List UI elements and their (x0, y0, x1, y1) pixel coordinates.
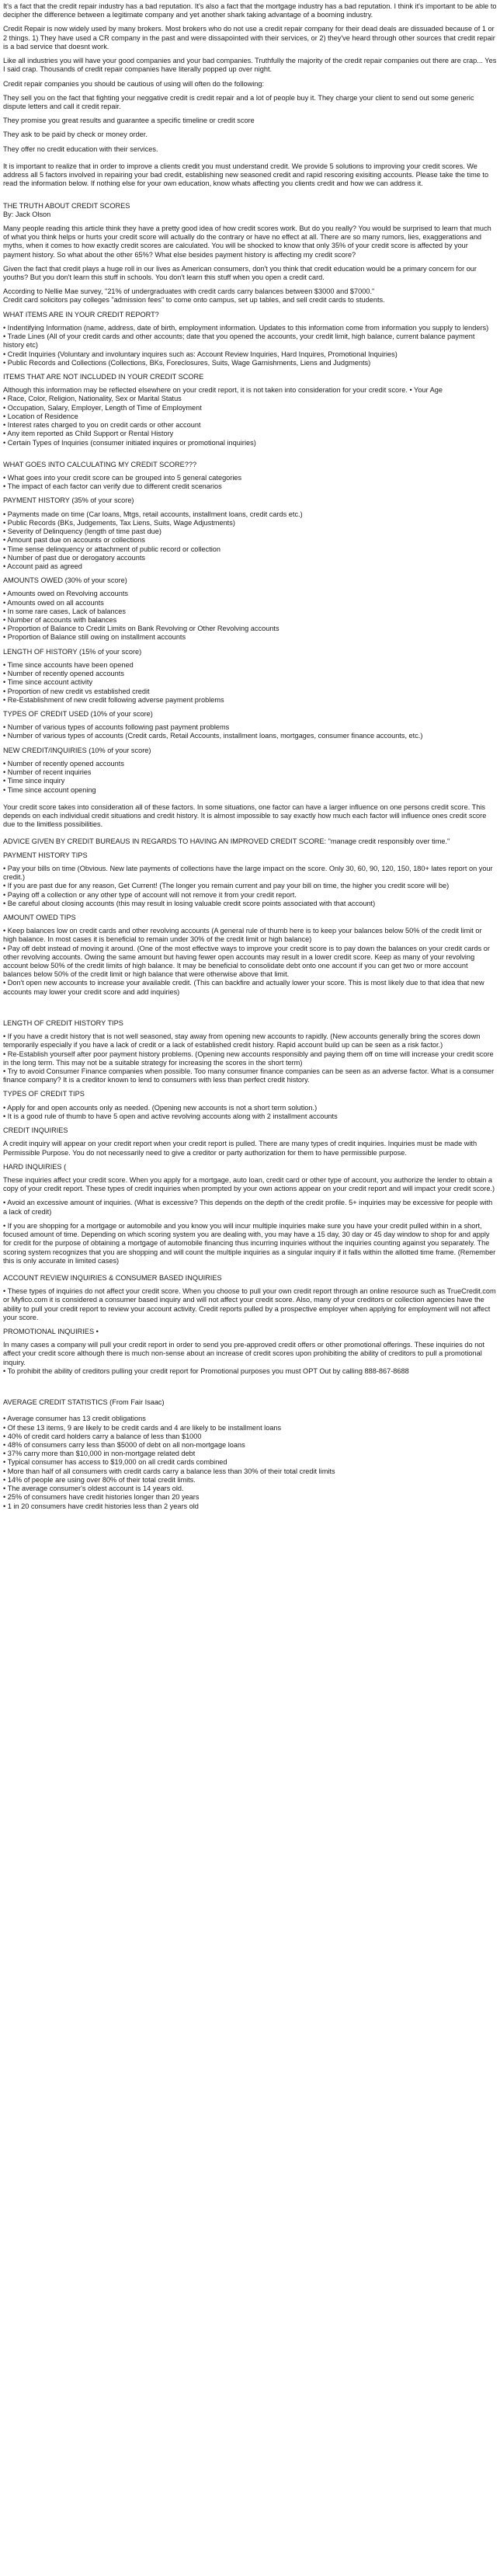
section-heading: LENGTH OF HISTORY (15% of your score) (3, 647, 142, 656)
list-item: • In some rare cases, Lack of balances (3, 607, 126, 615)
section-subheading: PAYMENT HISTORY TIPS (3, 851, 88, 859)
list-item: • Any item reported as Child Support or Rental History (3, 430, 174, 438)
list-item: • Apply for and open accounts only as needed. (Opening new accounts is not a short term solution.) (3, 1103, 318, 1112)
list-item: • Race, Color, Religion, Nationality, Sex or Marital Status (3, 395, 182, 403)
intro-paragraph: They promise you great results and guarantee a specific timeline or credit score (3, 117, 255, 125)
list-item: • Credit Inquiries (Voluntary and involuntary inquires such as: Account Review Inquiries, Hard Inquires, Promotional Inquiries) (3, 350, 398, 358)
list-item: • Public Records (BKs, Judgements, Tax Liens, Suits, Wage Adjustments) (3, 518, 235, 527)
credit-inquiries-section (3, 1126, 497, 1157)
list-item: • Paying off a collection or any other type of account will not remove it from your credit report. (3, 890, 297, 899)
list-item: • If you have a credit history that is not well seasoned, stay away from opening new accounts to rapidly. (New accounts generally bring the scores down temporarily especially if you have a lack of credit or a lack of established credit history. Rapid account build up can be seen as a risk factor.) (3, 1032, 481, 1050)
section-text: • These types of inquiries do not affect your credit score. When you choose to pull your own credit report through an online resource such as TrueCredit.com or Myfico.com it is considered a consumer based inquiry and will not affect your credit score. Also, many of your creditors or collection agencies have the ability to pull your credit report to review your account activity. Credit reports pulled by a prospective employer when applying for employment will not affect your score. (3, 1287, 496, 1321)
section-heading: PROMOTIONAL INQUIRIES • (3, 1328, 99, 1336)
list-item: • Amount past due on accounts or collections (3, 536, 145, 545)
list-item: • Amounts owed on all accounts (3, 598, 104, 607)
length-tips-section (3, 1019, 497, 1085)
section-text: In many cases a company will pull your credit report in order to send you pre-approved credit offers or other promotional offerings. These inquiries do not affect your credit score although there is much non-sense about an increase of credit scores upon prohibiting the ability of creditors to pull a promotional inquiry. (3, 1341, 484, 1366)
section-heading: CREDIT INQUIRIES (3, 1126, 68, 1135)
article-quote: According to Nellie Mae survey, "21% of undergraduates with credit cards carry balances between $3000 and $7000." (3, 287, 375, 296)
list-item: • Re-Establish yourself after poor payment history problems. (Opening new accounts responsibly and paying them off on time will increase your credit score in the long term. This may not be a suitable strategy for increasing the scores in the short term) (3, 1050, 494, 1067)
list-item: • Number of various types of accounts (Credit cards, Retail Accounts, installment loans, mortgages, consumer finance accounts, etc.) (3, 732, 423, 740)
list-item: • Indentifying Information (name, address, date of birth, employment information. Updates to this information come from information you supply to lenders) (3, 323, 489, 332)
list-item: • Account paid as agreed (3, 562, 82, 570)
list-item: • Proportion of Balance to Credit Limits on Bank Revolving or Other Revolving accounts (3, 625, 280, 633)
list-item: • Interest rates charged to you on credit cards or other account (3, 421, 201, 430)
list-item: • Pay your bills on time (Obvious. New late payments of collections have the large impact on the score. Only 30, 60, 90, 120, 150, 180+ lates report on your credit.) (3, 864, 493, 882)
list-item: • The impact of each factor can verify due to different credit scenarios (3, 482, 222, 491)
payment-history-section (3, 496, 497, 571)
list-item: • Time since accounts have been opened (3, 660, 134, 669)
section-heading: ADVICE GIVEN BY CREDIT BUREAUS IN REGARDS TO HAVING AN IMPROVED CREDIT SCORE: "manage credit responsibly over time." (3, 837, 450, 846)
list-item: • Typical consumer has access to $19,000 on all credit cards combined (3, 1458, 227, 1467)
list-item: • Location of Residence (3, 412, 78, 420)
list-item: • 40% of credit card holders carry a balance of less than $1000 (3, 1432, 202, 1440)
summary-paragraph: Your credit score takes into consideration all of these factors. In some situations, one factor can have a larger influence on one persons credit score. This depends on each individual credit situations and credit history. It is almost impossible to say exactly how much each factor will influence ones credit score due to the limitless possibilities. (3, 802, 487, 829)
intro-paragraph: It's a fact that the credit repair industry has a bad reputation. It's also a fact that the mortgage industry has a bad reputation. I think it's important to be able to decipher the difference between a legitimate company and yet another shark taking advantage of a booming industry. (3, 2, 497, 19)
article-byline: By: Jack Olson (3, 210, 51, 218)
intro-paragraph: Credit Repair is now widely used by many brokers. Most brokers who do not use a credit repair company for their dead deals are dissuaded because of 1 or 2 things. 1) They have used a CR company in the past and were dissapointed with their services, or 2) they've heard through other sources that credit repair is a bad service that doesnt work. (3, 25, 495, 50)
intro-paragraph: They sell you on the fact that fighting your neggative credit is credit repair and a lot of people buy it. They charge your client to send out some generic dispute letters and call it credit repair. (3, 93, 474, 110)
list-item: • Try to avoid Consumer Finance companies when possible. Too many consumer finance companies can be seen as an adverse factor. What is a consumer finance company? It is a creditor known to lend to consumers with less than perfect credit history. (3, 1067, 495, 1084)
types-credit-section (3, 710, 497, 741)
section-heading: HARD INQUIRIES ( (3, 1162, 67, 1171)
intro-paragraph: It is important to realize that in order to improve a clients credit you must understand credit. We provide 5 solutions to improving your credit scores. We address all 5 factors involved in repairing your bad credit, establishing new seasoned credit and rapid rescoring exisiting accounts. Please take the time to read the information below. If nothing else for your own education, know whats affecting you clients credit and how we can address it. (3, 162, 489, 188)
list-item: • Payments made on time (Car loans, Mtgs, retail accounts, installment loans, credit cards etc.) (3, 510, 303, 518)
list-item: • Keep balances low on credit cards and other revolving accounts (A general rule of thumb here is to keep your balances below 50% of the credit limit or high balance. In most cases it is beneficial to remain under 30% of the credit limit or high balance) (3, 927, 482, 944)
promotional-section (3, 1328, 497, 1376)
section-heading: AMOUNTS OWED (30% of your score) (3, 576, 127, 585)
article-section (3, 202, 497, 305)
list-item: • If you are past due for any reason, Get Current! (The longer you remain current and pay your bill on time, the higher you credit score will be) (3, 882, 450, 890)
list-item: • 1 in 20 consumers have credit histories less than 2 years old (3, 1502, 199, 1510)
article-paragraph: Many people reading this article think they have a pretty good idea of how credit scores work. But do you really? You would be surprised to learn that much of what you think helps or hurts your credit score will actually do the contrary or have no effect at all. There are so many rumors, lies, exaggerations and myths, when it comes to how exactly credit scores are calculated. You will be shocked to know that only 35% of your credit score is affected by your payment history. So what about the other 65%? What else besides payment history is affecting my credit score? (3, 224, 491, 259)
list-item: • More than half of all consumers with credit cards carry a balance less than 30% of their total credit limits (3, 1467, 335, 1475)
list-item: • Pay off debt instead of moving it around. (One of the most effective ways to improve your credit score is to pay down the balances on your credit cards or other revolving accounts. Owing the same amount but having fewer open accounts may result in a lower credit score. Keep as many of your revolving account below 50% of the credit limits of high balance. It may be beneficial to consolidate debt onto one account if you can get two or more account balances below 50% of the credit limit or high balance that were otherwise above that limit. (3, 944, 490, 979)
section-heading: AVERAGE CREDIT STATISTICS (From Fair Isaac) (3, 1398, 165, 1407)
length-history-section (3, 648, 497, 705)
list-item: • Average consumer has 13 credit obligations (3, 1415, 146, 1423)
section-intro: Although this information may be reflected elsewhere on your credit report, it is not taken into consideration for your credit score. • Your Age (3, 386, 443, 395)
list-item: • It is a good rule of thumb to have 5 open and active revolving accounts along with 2 installment accounts (3, 1112, 338, 1120)
list-item: • If you are shopping for a mortgage or automobile and you know you will incur multiple inquiries make sure you have your credit pulled within in a short, focused amount of time. Depending on which scoring system you are dealing with, you may have a 15 day, 30 day or 45 day window to shop for and apply for credit for the purpose of obtaining a mortgage of automobile financing thus incurring inquiries without the inquiries counting against you separately. The scoring system recognizes that you are shopping and will count the multiple inquiries as a singular inquiry if it falls within the allotted time frame. (Remember this is only accurate in limited cases) (3, 1221, 496, 1265)
list-item: • Time since inquiry (3, 777, 65, 785)
list-item: • Time sense delinquency or attachment of public record or collection (3, 545, 221, 553)
list-item: • 14% of people are using over 80% of their total credit limits. (3, 1475, 196, 1484)
calculating-section (3, 461, 497, 492)
amounts-owed-section (3, 576, 497, 642)
section-heading: LENGTH OF CREDIT HISTORY TIPS (3, 1018, 123, 1027)
list-item: • Number of recent inquiries (3, 768, 92, 777)
list-item: • Number of past due or derogatory accounts (3, 553, 145, 562)
list-item: • The average consumer's oldest account is 14 years old. (3, 1485, 184, 1493)
list-item: • Number of accounts with balances (3, 616, 117, 625)
section-heading: TYPES OF CREDIT USED (10% of your score) (3, 710, 153, 718)
new-credit-section (3, 747, 497, 795)
list-item: • Public Records and Collections (Collections, BKs, Foreclosures, Suits, Wage Garnishments, Liens and Judgments) (3, 358, 371, 367)
intro-paragraph: Like all industries you will have your good companies and your bad companies. Truthfully the majority of the credit repair companies out there are crap... Yes I said crap. Thousands of credit repair companies have literally popped up over night. (3, 57, 497, 74)
section-text: These inquiries affect your credit score. When you apply for a mortgage, auto loan, credit card or other type of account, you authorize the lender to obtain a copy of your credit report. These types of credit inquiries when prompted by your own actions appear on your credit report and will impact your credit score.) (3, 1175, 495, 1193)
list-item: • 48% of consumers carry less than $5000 of debt on all non-mortgage loans (3, 1441, 245, 1449)
list-item: • Number of various types of accounts following past payment problems (3, 723, 230, 732)
list-item: • Trade Lines (All of your credit cards and other accounts; date that you opened the accounts, your credit limit, high balance, current balance payment history etc) (3, 332, 475, 350)
section-heading: WHAT GOES INTO CALCULATING MY CREDIT SCORE??? (3, 460, 197, 468)
list-item: • Proportion of new credit vs established credit (3, 687, 150, 695)
list-item: • 37% carry more than $10,000 in non-mortgage related debt (3, 1450, 196, 1458)
list-item: • Avoid an excessive amount of inquiries. (What is excessive? This depends on the depth of the credit profile. 5+ inquiries may be excessive for people with a lack of credit) (3, 1199, 493, 1216)
article-paragraph: Given the fact that credit plays a huge roll in our lives as American consumers, don't you think that credit education would be a primary concern for our youths? But you don't learn this stuff in schools. You don't learn this stuff when you open a credit card. (3, 264, 477, 282)
list-item: • Don't open new accounts to increase your available credit. (This can backfire and actually lower your score. This is most likely due to that idea that new accounts may lower your credit score and add inquiries) (3, 979, 484, 996)
section-heading: TYPES OF CREDIT TIPS (3, 1090, 85, 1098)
list-item: • Time since account activity (3, 678, 93, 687)
list-item: • Severity of Delinquency (length of time past due) (3, 527, 161, 536)
review-inquiries-section (3, 1274, 497, 1322)
amount-owed-tips-section (3, 914, 497, 997)
not-in-report-section (3, 373, 497, 447)
list-item: • Occupation, Salary, Employer, Length of Time of Employment (3, 403, 202, 412)
list-item: • Number of recently opened accounts (3, 670, 124, 678)
article-title: THE TRUTH ABOUT CREDIT SCORES (3, 201, 130, 210)
list-item: • Time since account opening (3, 785, 96, 794)
list-item: • Be careful about closing accounts (this may result in losing valuable credit score points associated with that account) (3, 899, 376, 907)
list-item: • Amounts owed on Revolving accounts (3, 590, 129, 598)
section-heading: WHAT ITEMS ARE IN YOUR CREDIT REPORT? (3, 310, 159, 319)
section-heading: PAYMENT HISTORY (35% of your score) (3, 496, 134, 505)
list-item: • What goes into your credit score can be grouped into 5 general categories (3, 473, 242, 482)
list-item: • Proportion of Balance still owing on installment accounts (3, 633, 186, 642)
intro-paragraph: Credit repair companies you should be cautious of using will often do the following: (3, 79, 265, 88)
list-item: • Number of recently opened accounts (3, 759, 124, 768)
section-heading: AMOUNT OWED TIPS (3, 913, 76, 921)
types-tips-section (3, 1090, 497, 1121)
opt-out-line: • To prohibit the ability of creditors pulling your credit report for Promotional purposes you must OPT Out by calling 888-867-8688 (3, 1366, 409, 1375)
list-item: • Re-Establishment of new credit following adverse payment problems (3, 695, 224, 704)
list-item: • Certain Types of Inquiries (consumer initiated inquires or promotional inquiries) (3, 438, 256, 447)
intro-paragraph: They offer no credit education with their services. (3, 144, 158, 153)
stats-section (3, 1398, 497, 1511)
section-heading: ACCOUNT REVIEW INQUIRIES & CONSUMER BASED INQUIRIES (3, 1273, 222, 1282)
list-item: • Of these 13 items, 9 are likely to be credit cards and 4 are likely to be installment loans (3, 1423, 282, 1432)
section-heading: ITEMS THAT ARE NOT INCLUDED IN YOUR CREDIT SCORE (3, 373, 204, 381)
section-text: A credit inquiry will appear on your credit report when your credit report is pulled. There are many types of credit inquiries. Inquiries must be made with Permissible Purpose. You do not necessarily need to give a creditor or party authorization for them to have permissible purpose. (3, 1140, 477, 1157)
intro-section (3, 2, 497, 189)
section-heading: NEW CREDIT/INQUIRIES (10% of your score) (3, 746, 151, 754)
advice-section (3, 837, 497, 908)
intro-paragraph: They ask to be paid by check or money order. (3, 131, 148, 139)
in-report-section (3, 311, 497, 367)
list-item: • 25% of consumers have credit histories longer than 20 years (3, 1493, 200, 1502)
hard-inquiries-section (3, 1163, 497, 1265)
article-quote: Credit card solicitors pay colleges "admission fees" to come onto campus, set up tables, and sell credit cards to students. (3, 296, 385, 305)
